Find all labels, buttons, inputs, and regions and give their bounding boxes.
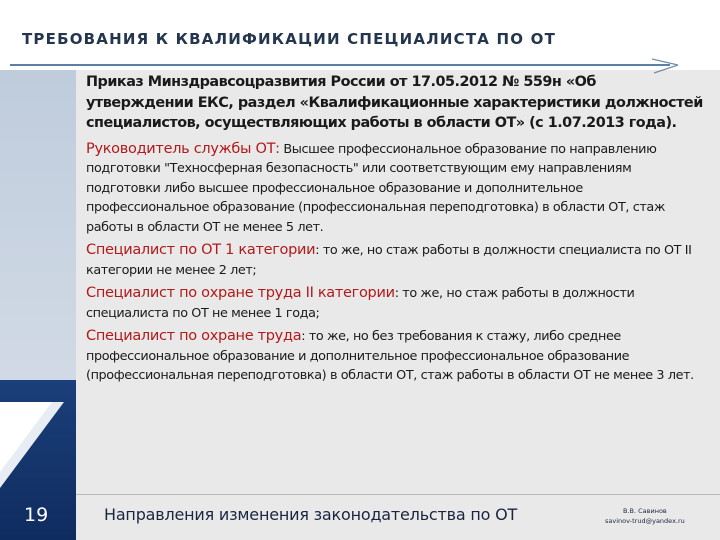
footer-title: Направления изменения законодательства по ОТ bbox=[104, 505, 518, 524]
order-reference: Приказ Минздравсоцразвития России от 17.05.2012 № 559н «Об утверждении ЕКС, раздел «Квалификационные характеристики должностей специалистов, осуществляющих работы в области ОТ» (с 1.07.2013 года). bbox=[86, 74, 703, 131]
requirement-text: : то же, но стаж работы в должности специалиста по ОТ не менее 1 года; bbox=[86, 286, 635, 321]
sidebar-triangle-decoration bbox=[0, 402, 76, 494]
author-name: В.В. Савинов bbox=[623, 507, 667, 515]
author-info bbox=[605, 506, 685, 526]
requirement-text: Высшее профессиональное образование по направлению подготовки "Техносферная безопасность" или соответствующим ему направлениям подготовки либо высшее профессиональное образование и дополнительное профессиональное образование (профессиональная переподготовка) в области ОТ, стаж работы в области ОТ не менее 5 лет. bbox=[86, 141, 665, 235]
role-label: Специалист по охране труда II категории bbox=[86, 285, 395, 301]
requirement-text: : то же, но стаж работы в должности специалиста по ОТ II категории не менее 2 лет; bbox=[86, 243, 692, 278]
role-label: Специалист по охране труда bbox=[86, 328, 302, 344]
requirement-specialist-cat-1 bbox=[86, 241, 704, 280]
slide-content bbox=[86, 72, 704, 386]
page-number: 19 bbox=[24, 504, 49, 526]
title-divider bbox=[10, 64, 670, 66]
footer-divider bbox=[76, 494, 720, 495]
requirement-specialist-cat-2 bbox=[86, 284, 704, 323]
role-label: Специалист по ОТ 1 категории bbox=[86, 242, 316, 258]
slide-header bbox=[0, 0, 720, 70]
requirement-specialist bbox=[86, 327, 704, 386]
slide-title: ТРЕБОВАНИЯ К КВАЛИФИКАЦИИ СПЕЦИАЛИСТА ПО ОТ bbox=[22, 30, 557, 48]
requirement-head-of-service bbox=[86, 140, 704, 238]
author-email: savinov-trud@yandex.ru bbox=[605, 517, 685, 525]
requirement-text: : то же, но без требования к стажу, либо среднее профессиональное образование и дополнительное профессиональное образование (профессиональная переподготовка) в области ОТ, стаж работы в области ОТ не менее 3 лет. bbox=[86, 329, 694, 383]
role-label: Руководитель службы ОТ: bbox=[86, 140, 280, 157]
